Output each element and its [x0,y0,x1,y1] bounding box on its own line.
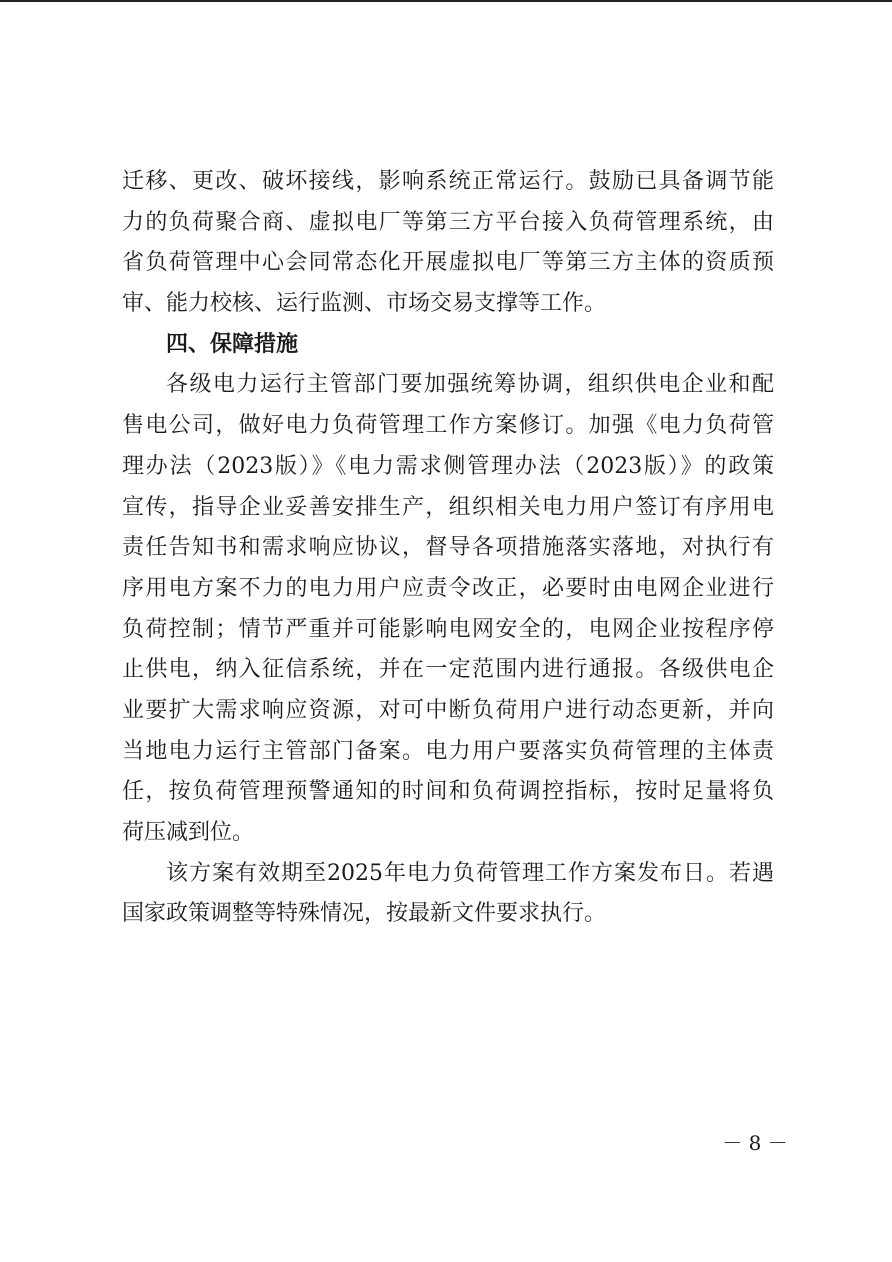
document-body [122,162,774,935]
section-line: 负荷控制；情节严重并可能影响电网安全的，电网企业按程序停 [122,616,774,642]
body-line: 力的负荷聚合商、虚拟电厂等第三方平台接入负荷管理系统，由 [122,209,774,235]
section-line: 荷压减到位。 [122,820,255,845]
section-line: 售电公司，做好电力负荷管理工作方案修订。加强《电力负荷管 [122,413,774,439]
section-line: 当地电力运行主管部门备案。电力用户要落实负荷管理的主体责 [122,738,774,764]
section-line: 责任告知书和需求响应协议，督导各项措施落实落地，对执行有 [122,535,774,561]
section-line: 任，按负荷管理预警通知的时间和负荷调控指标，按时足量将负 [122,779,774,805]
body-line: 省负荷管理中心会同常态化开展虚拟电厂等第三方主体的资质预 [122,250,774,276]
section-line: 理办法（2023版）》《电力需求侧管理办法（2023版）》的政策 [122,453,774,479]
page-number: － 8 － [722,1131,788,1155]
closing-line: 该方案有效期至2025年电力负荷管理工作方案发布日。若遇 [166,860,774,886]
section-line: 各级电力运行主管部门要加强统筹协调，组织供电企业和配 [166,372,774,398]
section-line: 止供电，纳入征信系统，并在一定范围内进行通报。各级供电企 [122,657,774,683]
closing-line: 国家政策调整等特殊情况，按最新文件要求执行。 [122,901,607,927]
body-line: 审、能力校核、运行监测、市场交易支撑等工作。 [122,291,607,317]
section-line: 宣传，指导企业妥善安排生产，组织相关电力用户签订有序用电 [122,494,774,520]
body-line: 迁移、更改、破坏接线，影响系统正常运行。鼓励已具备调节能 [122,169,774,194]
page-top-border [0,0,892,2]
section-line: 序用电方案不力的电力用户应责令改正，必要时由电网企业进行 [122,575,774,601]
section-heading: 四、保障措施 [166,331,299,357]
section-line: 业要扩大需求响应资源，对可中断负荷用户进行动态更新，并向 [122,697,774,723]
